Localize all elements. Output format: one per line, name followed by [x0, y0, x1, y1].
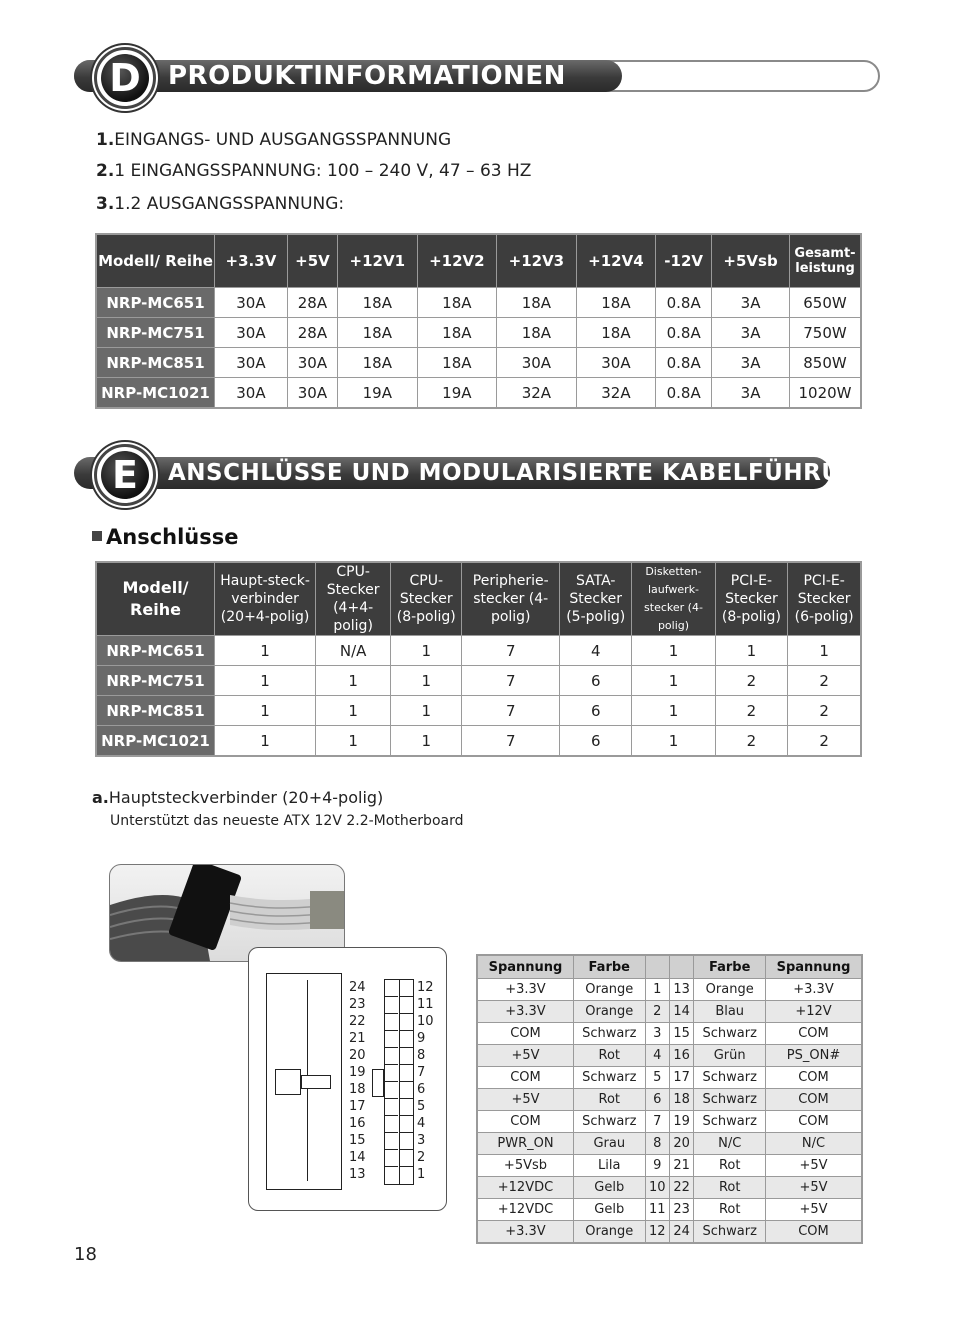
pin-cell	[385, 1031, 398, 1048]
pin-label-right: 5	[417, 1099, 426, 1114]
model-cell: NRP-MC751	[96, 318, 215, 348]
voltage-header-5vsb: +5Vsb	[712, 234, 790, 288]
model-cell: NRP-MC751	[96, 666, 215, 696]
pin-grid	[384, 979, 414, 1185]
spec-line-3-num: 3.	[96, 194, 115, 214]
voltage-header-model: Modell/ Reihe	[96, 234, 215, 288]
value-cell: 30A	[215, 318, 288, 348]
voltage-header-3v3: +3.3V	[215, 234, 288, 288]
pin-cell	[385, 1065, 398, 1082]
connector-header-main: Haupt-steck- verbinder (20+4-polig)	[215, 562, 316, 636]
pinout-cell: Rot	[573, 1089, 645, 1111]
value-cell: 2	[715, 666, 788, 696]
value-cell: 6	[560, 666, 632, 696]
voltage-header-12v3: +12V3	[497, 234, 577, 288]
connector-header-cpu44: CPU- Stecker (4+4-polig)	[316, 562, 391, 636]
anschluesse-heading	[92, 523, 239, 551]
pin-cell	[400, 1014, 413, 1031]
pin-label-right: 10	[417, 1014, 434, 1029]
pinout-body	[477, 979, 862, 1244]
table-row	[96, 696, 861, 726]
value-cell: 3A	[712, 318, 790, 348]
value-cell: 2	[788, 696, 861, 726]
value-cell: 6	[560, 696, 632, 726]
pinout-cell: +3.3V	[477, 1221, 573, 1244]
pin-cell	[385, 997, 398, 1014]
value-cell: 30A	[497, 348, 577, 378]
anschluesse-heading-text: Anschlüsse	[106, 525, 239, 549]
pin-cell	[400, 997, 413, 1014]
value-cell: 18A	[576, 318, 656, 348]
pinout-cell: +5V	[766, 1199, 862, 1221]
pinout-cell: Orange	[573, 1001, 645, 1023]
table-row	[96, 288, 861, 318]
section-e-title: ANSCHLÜSSE UND MODULARISIERTE KABELFÜHRUNG	[168, 460, 880, 486]
pin-cell	[400, 1048, 413, 1065]
pinout-cell: Rot	[694, 1177, 766, 1199]
value-cell: 1	[632, 666, 715, 696]
pinout-cell: COM	[766, 1221, 862, 1244]
table-row	[96, 726, 861, 757]
pinout-cell: 17	[669, 1067, 693, 1089]
value-cell: 1	[215, 726, 316, 757]
value-cell: 0.8A	[656, 318, 712, 348]
pin-label-left: 23	[349, 997, 366, 1012]
pin-label-left: 24	[349, 980, 366, 995]
value-cell: 30A	[287, 348, 337, 378]
value-cell: 3A	[712, 378, 790, 409]
pinout-cell: COM	[766, 1023, 862, 1045]
table-row	[96, 666, 861, 696]
value-cell: 0.8A	[656, 288, 712, 318]
pinout-cell: Grau	[573, 1133, 645, 1155]
pinout-header-pin	[645, 955, 669, 979]
pin-cell	[385, 1116, 398, 1133]
value-cell: 1	[391, 696, 462, 726]
value-cell: 30A	[576, 348, 656, 378]
pin-label-left: 18	[349, 1082, 366, 1097]
pinout-cell: 19	[669, 1111, 693, 1133]
pinout-header-voltage: Spannung	[477, 955, 573, 979]
pinout-header-color: Farbe	[573, 955, 645, 979]
connector-header-floppy: Disketten- laufwerk- stecker (4-polig)	[632, 562, 715, 636]
pin-label-left: 17	[349, 1099, 366, 1114]
main-connector-label	[92, 788, 383, 807]
pinout-cell: +3.3V	[766, 979, 862, 1001]
value-cell: 7	[462, 726, 560, 757]
value-cell: 19A	[417, 378, 497, 409]
pin-label-right: 7	[417, 1065, 426, 1080]
value-cell: 750W	[790, 318, 862, 348]
pinout-cell: 11	[645, 1199, 669, 1221]
value-cell: 1	[391, 666, 462, 696]
value-cell: 0.8A	[656, 378, 712, 409]
pinout-cell: +3.3V	[477, 979, 573, 1001]
table-row	[477, 1199, 862, 1221]
pin-cell	[385, 1082, 398, 1099]
section-e-banner	[74, 453, 880, 497]
pinout-cell: Schwarz	[694, 1111, 766, 1133]
table-row	[477, 1001, 862, 1023]
pinout-cell: Rot	[694, 1155, 766, 1177]
section-d-banner	[74, 56, 880, 100]
pinout-cell: 15	[669, 1023, 693, 1045]
value-cell: 28A	[287, 288, 337, 318]
model-cell: NRP-MC851	[96, 348, 215, 378]
value-cell: N/A	[316, 636, 391, 666]
pin-cell	[385, 980, 398, 997]
spec-line-1-num: 1.	[96, 130, 115, 150]
pinout-cell: 20	[669, 1133, 693, 1155]
pin-cell	[385, 1099, 398, 1116]
pin-cell	[400, 1099, 413, 1116]
pin-label-left: 13	[349, 1167, 366, 1182]
value-cell: 7	[462, 636, 560, 666]
value-cell: 1	[632, 636, 715, 666]
connector-header-cpu8: CPU- Stecker (8-polig)	[391, 562, 462, 636]
pin-cell	[385, 1014, 398, 1031]
pinout-cell: N/C	[694, 1133, 766, 1155]
pin-cell	[400, 1150, 413, 1167]
pinout-cell: 2	[645, 1001, 669, 1023]
value-cell: 850W	[790, 348, 862, 378]
value-cell: 3A	[712, 288, 790, 318]
spec-line-1-text: EINGANGS- UND AUSGANGSSPANNUNG	[114, 130, 452, 150]
pin-diagram	[248, 947, 447, 1211]
pin-label-right: 1	[417, 1167, 426, 1182]
pinout-cell: Blau	[694, 1001, 766, 1023]
pin-cell	[400, 1031, 413, 1048]
value-cell: 2	[788, 666, 861, 696]
value-cell: 32A	[576, 378, 656, 409]
pin-cell	[385, 1150, 398, 1167]
voltage-header-total: Gesamt- leistung	[790, 234, 862, 288]
pinout-cell: +5V	[477, 1045, 573, 1067]
connector-header-sata: SATA- Stecker (5-polig)	[560, 562, 632, 636]
pinout-cell: 9	[645, 1155, 669, 1177]
table-row	[96, 318, 861, 348]
pinout-cell: 12	[645, 1221, 669, 1244]
pin-label-right: 6	[417, 1082, 426, 1097]
table-row	[477, 1067, 862, 1089]
connector-header-peripheral: Peripherie- stecker (4-polig)	[462, 562, 560, 636]
value-cell: 1	[632, 726, 715, 757]
voltage-header-12v4: +12V4	[576, 234, 656, 288]
pinout-cell: COM	[477, 1023, 573, 1045]
pinout-cell: Grün	[694, 1045, 766, 1067]
pin-label-right: 8	[417, 1048, 426, 1063]
value-cell: 30A	[215, 348, 288, 378]
pinout-header-pin	[669, 955, 693, 979]
connector-header-model: Modell/ Reihe	[96, 562, 215, 636]
value-cell: 1	[215, 666, 316, 696]
connector-table-header	[96, 562, 861, 636]
pinout-header-color: Farbe	[694, 955, 766, 979]
pin-label-right: 12	[417, 980, 434, 995]
connector-header-pcie6: PCI-E- Stecker (6-polig)	[788, 562, 861, 636]
pin-cell	[385, 1133, 398, 1150]
voltage-table-header	[96, 234, 861, 288]
pin-label-right: 2	[417, 1150, 426, 1165]
table-row	[477, 1177, 862, 1199]
pinout-table-header	[477, 955, 862, 979]
pin-label-left: 20	[349, 1048, 366, 1063]
model-cell: NRP-MC851	[96, 696, 215, 726]
pinout-cell: Orange	[573, 979, 645, 1001]
table-row	[477, 1045, 862, 1067]
pinout-cell: 6	[645, 1089, 669, 1111]
main-connector-description: Unterstützt das neueste ATX 12V 2.2-Motherboard	[110, 813, 464, 829]
model-cell: NRP-MC651	[96, 636, 215, 666]
pin-label-left: 21	[349, 1031, 366, 1046]
spec-line-1	[96, 130, 451, 150]
value-cell: 1	[316, 666, 391, 696]
side-latch	[372, 1069, 384, 1097]
pinout-cell: 23	[669, 1199, 693, 1221]
connector-outline	[266, 973, 342, 1190]
pinout-cell: 3	[645, 1023, 669, 1045]
value-cell: 32A	[497, 378, 577, 409]
pinout-cell: COM	[766, 1111, 862, 1133]
connector-latch-tab	[301, 1075, 331, 1089]
section-d-letter: D	[101, 54, 149, 102]
pin-cell	[400, 1065, 413, 1082]
pinout-cell: 8	[645, 1133, 669, 1155]
table-row	[477, 979, 862, 1001]
pinout-cell: N/C	[766, 1133, 862, 1155]
value-cell: 2	[715, 726, 788, 757]
table-row	[477, 1221, 862, 1244]
value-cell: 18A	[576, 288, 656, 318]
value-cell: 1	[715, 636, 788, 666]
pinout-cell: 4	[645, 1045, 669, 1067]
model-cell: NRP-MC1021	[96, 378, 215, 409]
pinout-cell: Rot	[573, 1045, 645, 1067]
value-cell: 18A	[338, 318, 418, 348]
value-cell: 3A	[712, 348, 790, 378]
value-cell: 18A	[497, 288, 577, 318]
pin-label-left: 19	[349, 1065, 366, 1080]
connector-table	[95, 561, 862, 757]
value-cell: 1	[316, 696, 391, 726]
pin-cell	[400, 980, 413, 997]
pin-label-left: 15	[349, 1133, 366, 1148]
pinout-cell: Orange	[573, 1221, 645, 1244]
pin-cell	[385, 1048, 398, 1065]
value-cell: 1	[316, 726, 391, 757]
pinout-cell: Gelb	[573, 1177, 645, 1199]
connector-latch	[275, 1069, 301, 1095]
square-bullet-icon	[92, 531, 102, 541]
value-cell: 18A	[417, 288, 497, 318]
pin-label-right: 11	[417, 997, 434, 1012]
pinout-header-voltage: Spannung	[766, 955, 862, 979]
table-row	[96, 348, 861, 378]
pinout-cell: Schwarz	[694, 1089, 766, 1111]
pinout-cell: 10	[645, 1177, 669, 1199]
pin-label-right: 9	[417, 1031, 426, 1046]
pinout-cell: +5V	[766, 1177, 862, 1199]
pin-label-right: 3	[417, 1133, 426, 1148]
pinout-cell: Schwarz	[573, 1023, 645, 1045]
connector-header-pcie8: PCI-E- Stecker (8-polig)	[715, 562, 788, 636]
pinout-cell: COM	[766, 1067, 862, 1089]
voltage-header-neg12v: -12V	[656, 234, 712, 288]
pinout-cell: COM	[477, 1111, 573, 1133]
voltage-table	[95, 233, 862, 409]
value-cell: 1	[632, 696, 715, 726]
table-row	[477, 1111, 862, 1133]
pinout-cell: +5V	[477, 1089, 573, 1111]
main-connector-label-text: Hauptsteckverbinder (20+4-polig)	[108, 788, 384, 807]
value-cell: 30A	[215, 288, 288, 318]
voltage-header-12v2: +12V2	[417, 234, 497, 288]
pinout-cell: 7	[645, 1111, 669, 1133]
table-row	[477, 1155, 862, 1177]
section-d-badge	[94, 47, 156, 109]
pinout-cell: 1	[645, 979, 669, 1001]
section-e-badge	[94, 444, 156, 506]
value-cell: 19A	[338, 378, 418, 409]
pinout-cell: Schwarz	[694, 1221, 766, 1244]
value-cell: 1	[391, 636, 462, 666]
value-cell: 18A	[417, 348, 497, 378]
pinout-cell: +12V	[766, 1001, 862, 1023]
pinout-cell: Schwarz	[694, 1023, 766, 1045]
pin-label-left: 22	[349, 1014, 366, 1029]
spec-line-3-text: 1.2 AUSGANGSSPANNUNG:	[114, 194, 345, 214]
table-row	[96, 636, 861, 666]
pin-cell	[400, 1116, 413, 1133]
model-cell: NRP-MC651	[96, 288, 215, 318]
section-e-letter: E	[101, 451, 149, 499]
pinout-cell: 21	[669, 1155, 693, 1177]
pinout-cell: COM	[766, 1089, 862, 1111]
pinout-cell: 18	[669, 1089, 693, 1111]
pinout-cell: 14	[669, 1001, 693, 1023]
table-row	[96, 378, 861, 409]
table-row	[477, 1133, 862, 1155]
value-cell: 18A	[417, 318, 497, 348]
pinout-cell: +3.3V	[477, 1001, 573, 1023]
table-row	[477, 1089, 862, 1111]
value-cell: 0.8A	[656, 348, 712, 378]
pinout-cell: Gelb	[573, 1199, 645, 1221]
value-cell: 30A	[215, 378, 288, 409]
pinout-cell: +12VDC	[477, 1177, 573, 1199]
value-cell: 1	[215, 636, 316, 666]
pinout-cell: Schwarz	[573, 1067, 645, 1089]
pinout-cell: Orange	[694, 979, 766, 1001]
pinout-cell: Rot	[694, 1199, 766, 1221]
pinout-cell: Schwarz	[573, 1111, 645, 1133]
value-cell: 28A	[287, 318, 337, 348]
pinout-table	[476, 954, 863, 1244]
value-cell: 18A	[497, 318, 577, 348]
pinout-cell: COM	[477, 1067, 573, 1089]
value-cell: 7	[462, 666, 560, 696]
value-cell: 7	[462, 696, 560, 726]
value-cell: 1	[391, 726, 462, 757]
pin-label-left: 16	[349, 1116, 366, 1131]
pinout-cell: PWR_ON	[477, 1133, 573, 1155]
spec-line-2	[96, 161, 531, 181]
pin-label-left: 14	[349, 1150, 366, 1165]
pinout-cell: +5Vsb	[477, 1155, 573, 1177]
pinout-cell: 16	[669, 1045, 693, 1067]
spec-line-2-num: 2.	[96, 161, 115, 181]
pin-label-right: 4	[417, 1116, 426, 1131]
pinout-cell: 5	[645, 1067, 669, 1089]
value-cell: 2	[715, 696, 788, 726]
voltage-header-5v: +5V	[287, 234, 337, 288]
page-number: 18	[74, 1244, 97, 1265]
value-cell: 1020W	[790, 378, 862, 409]
value-cell: 1	[788, 636, 861, 666]
value-cell: 4	[560, 636, 632, 666]
value-cell: 18A	[338, 288, 418, 318]
main-connector-prefix: a.	[92, 788, 109, 807]
voltage-header-12v1: +12V1	[338, 234, 418, 288]
spec-line-2-text: 1 EINGANGSSPANNUNG: 100 – 240 V, 47 – 63 HZ	[114, 161, 532, 181]
pinout-cell: +5V	[766, 1155, 862, 1177]
value-cell: 18A	[338, 348, 418, 378]
value-cell: 2	[788, 726, 861, 757]
pinout-cell: Lila	[573, 1155, 645, 1177]
table-row	[477, 1023, 862, 1045]
pin-cell	[400, 1082, 413, 1099]
pinout-cell: +12VDC	[477, 1199, 573, 1221]
value-cell: 30A	[287, 378, 337, 409]
value-cell: 650W	[790, 288, 862, 318]
spec-line-3	[96, 194, 344, 214]
value-cell: 1	[215, 696, 316, 726]
pinout-cell: 22	[669, 1177, 693, 1199]
pinout-cell: 13	[669, 979, 693, 1001]
value-cell: 6	[560, 726, 632, 757]
cable-sleeve-end	[310, 891, 344, 929]
model-cell: NRP-MC1021	[96, 726, 215, 757]
pin-cell	[400, 1133, 413, 1150]
pinout-cell: 24	[669, 1221, 693, 1244]
pinout-cell: PS_ON#	[766, 1045, 862, 1067]
section-d-title: PRODUKTINFORMATIONEN	[168, 61, 566, 91]
pinout-cell: Schwarz	[694, 1067, 766, 1089]
